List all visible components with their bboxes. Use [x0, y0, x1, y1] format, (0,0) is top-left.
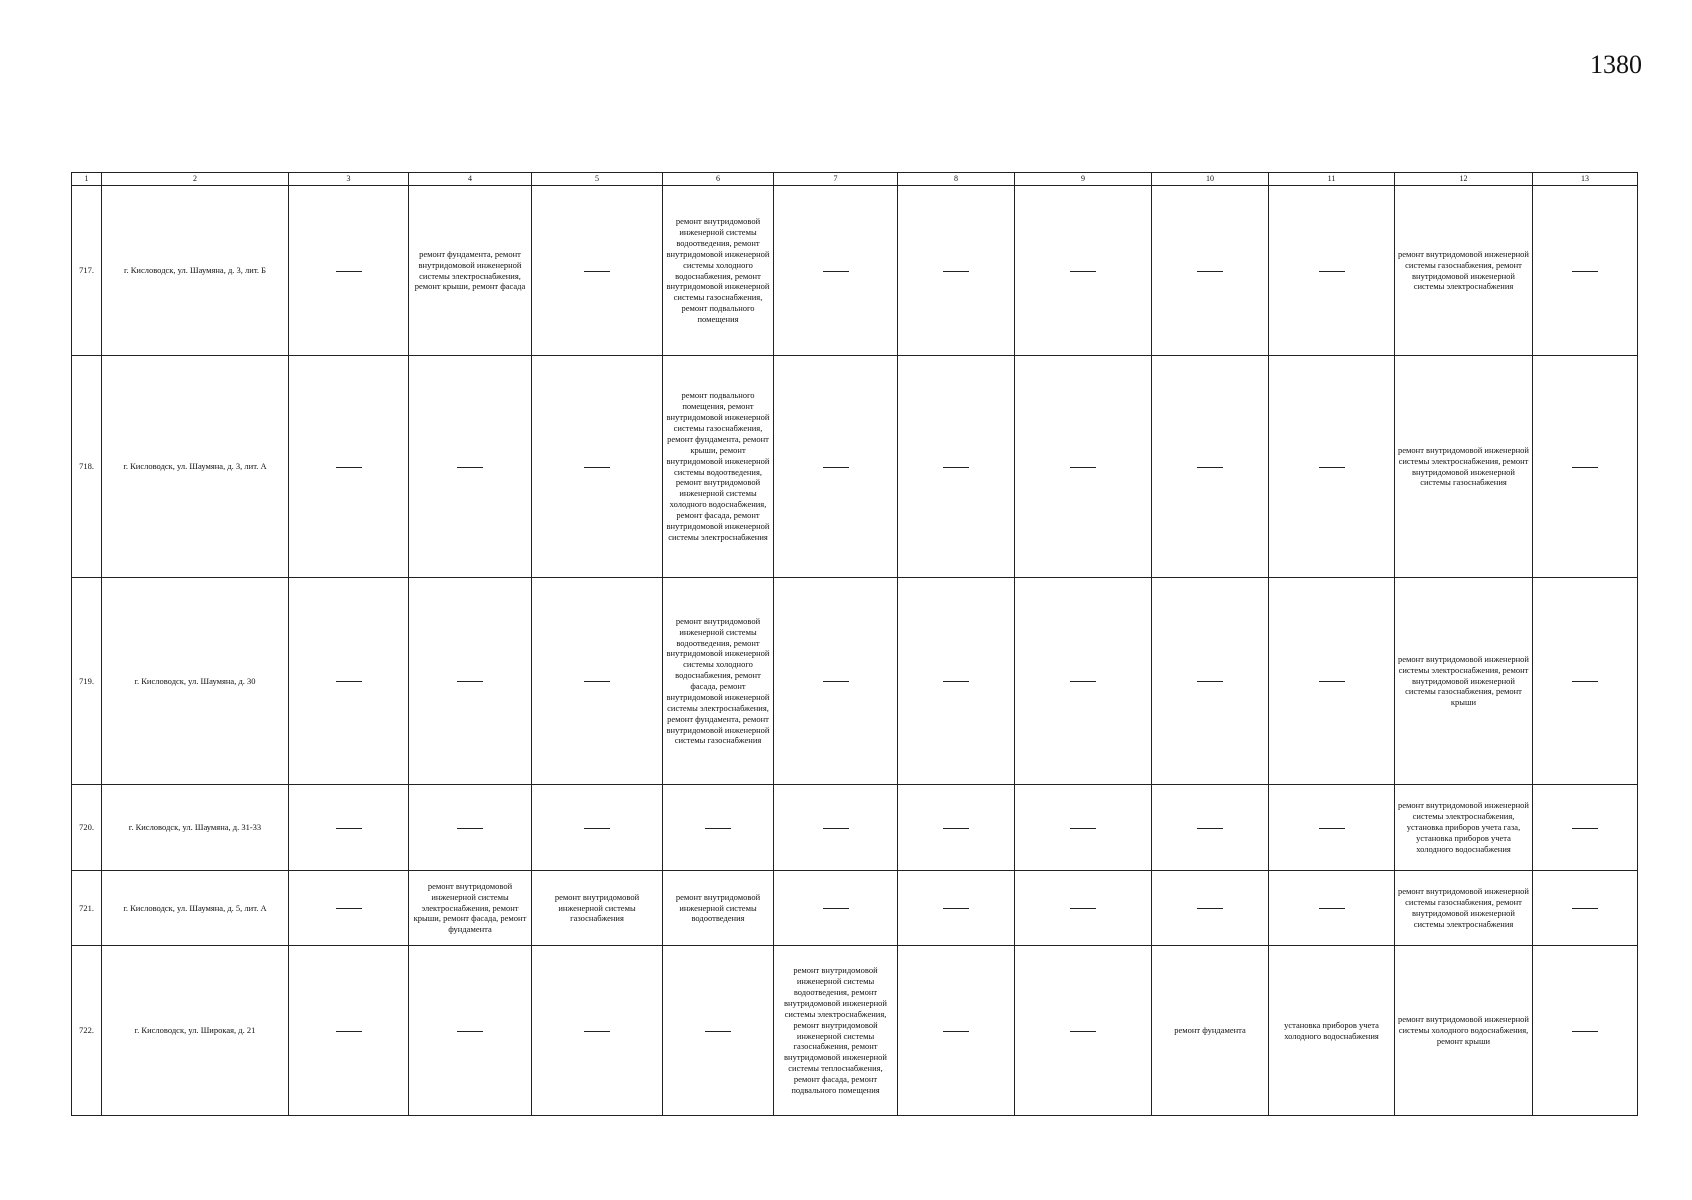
- column-header: 11: [1269, 173, 1395, 186]
- column-header: 13: [1533, 173, 1638, 186]
- empty-cell: [898, 946, 1015, 1116]
- empty-cell: [289, 785, 409, 871]
- empty-cell: [774, 578, 898, 785]
- row-number: 721.: [72, 871, 102, 946]
- works-table: [71, 172, 1638, 1116]
- empty-cell: [532, 356, 663, 578]
- table-row: [72, 356, 1638, 578]
- empty-cell: [1152, 785, 1269, 871]
- dash-mark: [1197, 467, 1223, 468]
- dash-mark: [1319, 828, 1345, 829]
- empty-cell: [898, 785, 1015, 871]
- dash-mark: [1197, 271, 1223, 272]
- work-cell: ремонт внутридомовой инженерной системы водоотведения, ремонт внутридомовой инженерной системы холодного водоснабжения, ремонт внутридомовой инженерной системы газоснабжения, ремонт подвального помещения: [663, 186, 774, 356]
- column-header: 5: [532, 173, 663, 186]
- dash-mark: [943, 1031, 969, 1032]
- dash-mark: [584, 467, 610, 468]
- empty-cell: [1533, 785, 1638, 871]
- column-header: 10: [1152, 173, 1269, 186]
- empty-cell: [898, 186, 1015, 356]
- work-cell: ремонт внутридомовой инженерной системы газоснабжения, ремонт внутридомовой инженерной системы электроснабжения: [1395, 871, 1533, 946]
- empty-cell: [1269, 871, 1395, 946]
- dash-mark: [823, 908, 849, 909]
- column-header: 9: [1015, 173, 1152, 186]
- work-cell: ремонт внутридомовой инженерной системы газоснабжения: [532, 871, 663, 946]
- empty-cell: [1533, 871, 1638, 946]
- dash-mark: [1319, 908, 1345, 909]
- table-body: [72, 186, 1638, 1116]
- dash-mark: [705, 1031, 731, 1032]
- empty-cell: [1152, 186, 1269, 356]
- address-cell: г. Кисловодск, ул. Шаумяна, д. 31-33: [102, 785, 289, 871]
- dash-mark: [336, 828, 362, 829]
- column-header: 12: [1395, 173, 1533, 186]
- column-header: 7: [774, 173, 898, 186]
- work-cell: ремонт внутридомовой инженерной системы электроснабжения, ремонт крыши, ремонт фасада, ремонт фундамента: [409, 871, 532, 946]
- row-number: 719.: [72, 578, 102, 785]
- dash-mark: [823, 681, 849, 682]
- empty-cell: [1269, 356, 1395, 578]
- empty-cell: [774, 871, 898, 946]
- dash-mark: [336, 908, 362, 909]
- empty-cell: [1015, 186, 1152, 356]
- dash-mark: [584, 1031, 610, 1032]
- work-cell: ремонт внутридомовой инженерной системы электроснабжения, ремонт внутридомовой инженерной системы газоснабжения: [1395, 356, 1533, 578]
- row-number: 717.: [72, 186, 102, 356]
- work-cell: ремонт внутридомовой инженерной системы электроснабжения, ремонт внутридомовой инженерной системы газоснабжения, ремонт крыши: [1395, 578, 1533, 785]
- dash-mark: [1070, 681, 1096, 682]
- dash-mark: [823, 828, 849, 829]
- column-header: 4: [409, 173, 532, 186]
- dash-mark: [1572, 1031, 1598, 1032]
- empty-cell: [1015, 871, 1152, 946]
- column-number-row: [72, 173, 1638, 186]
- dash-mark: [1572, 828, 1598, 829]
- address-cell: г. Кисловодск, ул. Шаумяна, д. 5, лит. А: [102, 871, 289, 946]
- table-row: [72, 186, 1638, 356]
- empty-cell: [532, 578, 663, 785]
- empty-cell: [289, 946, 409, 1116]
- dash-mark: [1319, 271, 1345, 272]
- work-cell: ремонт внутридомовой инженерной системы холодного водоснабжения, ремонт крыши: [1395, 946, 1533, 1116]
- empty-cell: [1269, 186, 1395, 356]
- empty-cell: [289, 186, 409, 356]
- column-header: 2: [102, 173, 289, 186]
- work-cell: ремонт фундамента: [1152, 946, 1269, 1116]
- dash-mark: [457, 467, 483, 468]
- empty-cell: [1152, 871, 1269, 946]
- dash-mark: [1197, 828, 1223, 829]
- dash-mark: [1197, 681, 1223, 682]
- empty-cell: [898, 871, 1015, 946]
- dash-mark: [1572, 467, 1598, 468]
- work-cell: установка приборов учета холодного водоснабжения: [1269, 946, 1395, 1116]
- work-cell: ремонт фундамента, ремонт внутридомовой инженерной системы электроснабжения, ремонт крыши, ремонт фасада: [409, 186, 532, 356]
- empty-cell: [409, 946, 532, 1116]
- empty-cell: [774, 186, 898, 356]
- column-header: 1: [72, 173, 102, 186]
- empty-cell: [1015, 356, 1152, 578]
- dash-mark: [336, 1031, 362, 1032]
- empty-cell: [532, 186, 663, 356]
- dash-mark: [584, 271, 610, 272]
- dash-mark: [1319, 681, 1345, 682]
- empty-cell: [898, 356, 1015, 578]
- dash-mark: [457, 1031, 483, 1032]
- dash-mark: [943, 467, 969, 468]
- dash-mark: [336, 271, 362, 272]
- empty-cell: [1533, 186, 1638, 356]
- empty-cell: [532, 946, 663, 1116]
- empty-cell: [898, 578, 1015, 785]
- dash-mark: [1197, 908, 1223, 909]
- empty-cell: [289, 578, 409, 785]
- dash-mark: [1572, 908, 1598, 909]
- dash-mark: [1070, 908, 1096, 909]
- address-cell: г. Кисловодск, ул. Шаумяна, д. 30: [102, 578, 289, 785]
- empty-cell: [663, 946, 774, 1116]
- address-cell: г. Кисловодск, ул. Широкая, д. 21: [102, 946, 289, 1116]
- row-number: 720.: [72, 785, 102, 871]
- dash-mark: [1070, 271, 1096, 272]
- column-header: 6: [663, 173, 774, 186]
- column-header: 8: [898, 173, 1015, 186]
- empty-cell: [1269, 785, 1395, 871]
- dash-mark: [1319, 467, 1345, 468]
- dash-mark: [336, 681, 362, 682]
- empty-cell: [1015, 946, 1152, 1116]
- page-number: 1380: [1590, 50, 1642, 79]
- dash-mark: [336, 467, 362, 468]
- row-number: 722.: [72, 946, 102, 1116]
- work-cell: ремонт внутридомовой инженерной системы водоотведения, ремонт внутридомовой инженерной системы холодного водоснабжения, ремонт фасада, ремонт внутридомовой инженерной системы электроснабжения, ремонт фундамента, ремонт внутридомовой инженерной системы газоснабжения: [663, 578, 774, 785]
- empty-cell: [1015, 578, 1152, 785]
- empty-cell: [409, 356, 532, 578]
- address-cell: г. Кисловодск, ул. Шаумяна, д. 3, лит. А: [102, 356, 289, 578]
- dash-mark: [823, 467, 849, 468]
- empty-cell: [1269, 578, 1395, 785]
- dash-mark: [457, 828, 483, 829]
- empty-cell: [774, 356, 898, 578]
- row-number: 718.: [72, 356, 102, 578]
- column-header: 3: [289, 173, 409, 186]
- table-row: [72, 871, 1638, 946]
- dash-mark: [1572, 271, 1598, 272]
- dash-mark: [584, 828, 610, 829]
- dash-mark: [457, 681, 483, 682]
- table-row: [72, 946, 1638, 1116]
- empty-cell: [1533, 946, 1638, 1116]
- empty-cell: [1533, 356, 1638, 578]
- dash-mark: [1070, 1031, 1096, 1032]
- empty-cell: [1152, 356, 1269, 578]
- empty-cell: [532, 785, 663, 871]
- dash-mark: [1070, 467, 1096, 468]
- dash-mark: [823, 271, 849, 272]
- work-cell: ремонт внутридомовой инженерной системы газоснабжения, ремонт внутридомовой инженерной системы электроснабжения: [1395, 186, 1533, 356]
- table-row: [72, 578, 1638, 785]
- empty-cell: [409, 785, 532, 871]
- table-row: [72, 785, 1638, 871]
- empty-cell: [1015, 785, 1152, 871]
- dash-mark: [943, 828, 969, 829]
- dash-mark: [1070, 828, 1096, 829]
- empty-cell: [663, 785, 774, 871]
- dash-mark: [943, 271, 969, 272]
- address-cell: г. Кисловодск, ул. Шаумяна, д. 3, лит. Б: [102, 186, 289, 356]
- work-cell: ремонт подвального помещения, ремонт внутридомовой инженерной системы газоснабжения, ремонт фундамента, ремонт крыши, ремонт внутридомовой инженерной системы водоотведения, ремонт внутридомовой инженерной системы холодного водоснабжения, ремонт фасада, ремонт внутридомовой инженерной системы электроснабжения: [663, 356, 774, 578]
- empty-cell: [1533, 578, 1638, 785]
- dash-mark: [1572, 681, 1598, 682]
- work-cell: ремонт внутридомовой инженерной системы водоотведения: [663, 871, 774, 946]
- dash-mark: [943, 681, 969, 682]
- empty-cell: [289, 871, 409, 946]
- empty-cell: [289, 356, 409, 578]
- dash-mark: [943, 908, 969, 909]
- dash-mark: [584, 681, 610, 682]
- work-cell: ремонт внутридомовой инженерной системы электроснабжения, установка приборов учета газа, установка приборов учета холодного водоснабжения: [1395, 785, 1533, 871]
- work-cell: ремонт внутридомовой инженерной системы водоотведения, ремонт внутридомовой инженерной системы электроснабжения, ремонт внутридомовой инженерной системы газоснабжения, ремонт внутридомовой инженерной системы теплоснабжения, ремонт фасада, ремонт подвального помещения: [774, 946, 898, 1116]
- empty-cell: [1152, 578, 1269, 785]
- empty-cell: [774, 785, 898, 871]
- dash-mark: [705, 828, 731, 829]
- empty-cell: [409, 578, 532, 785]
